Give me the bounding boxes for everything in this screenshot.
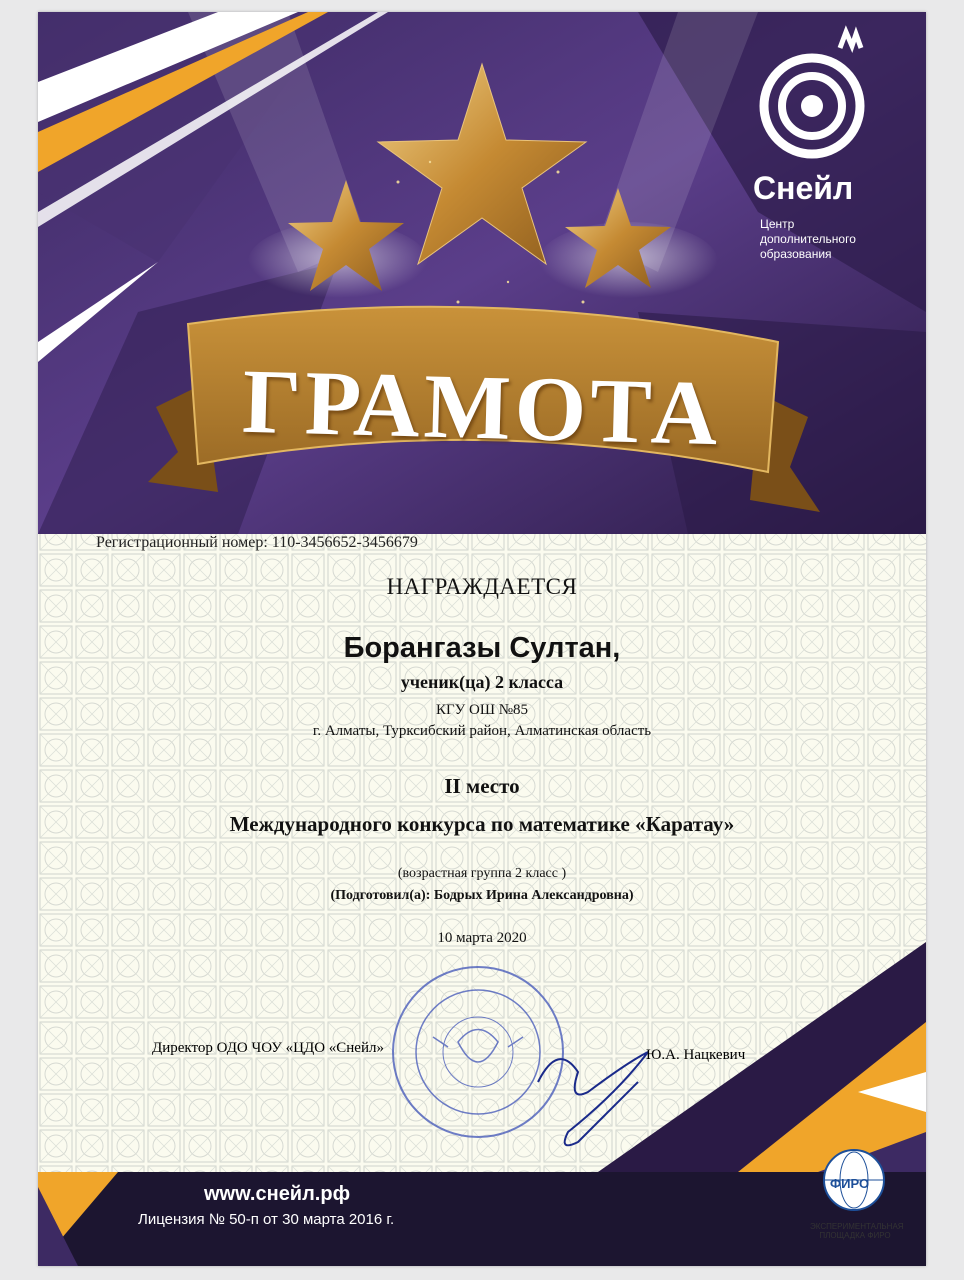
recipient-name: Борангазы Султан,	[343, 632, 621, 664]
partner-logo-text: ФИРО	[830, 1176, 870, 1191]
place: II место	[444, 774, 520, 798]
director-name: Ю.А. Нацкевич	[646, 1047, 746, 1063]
school-name: КГУ ОШ №85	[435, 702, 529, 718]
brand-name: Снейл	[753, 170, 854, 206]
recipient-class: ученик(ца) 2 класса	[400, 672, 564, 692]
footer-license: Лицензия № 50-п от 30 марта 2016 г.	[138, 1211, 395, 1228]
footer-url[interactable]: www.снейл.рф	[204, 1183, 351, 1205]
certificate-sheet	[38, 12, 926, 1266]
age-group: (возрастная группа 2 класс )	[397, 866, 567, 881]
certificate-title: ГРАМОТА	[241, 349, 723, 465]
director-title: Директор ОДО ЧОУ «ЦДО «Снейл»	[152, 1040, 384, 1056]
teacher-line: (Подготовил(а): Бодрых Ирина Александровна)	[330, 888, 634, 903]
city-line: г. Алматы, Турксибский район, Алматинская область	[312, 723, 652, 739]
award-date: 10 марта 2020	[437, 930, 527, 946]
partner-caption: ЭКСПЕРИМЕНТАЛЬНАЯ ПЛОЩАДКА ФИРО	[810, 1222, 904, 1240]
registration-number: Регистрационный номер: 110-3456652-3456679	[96, 534, 418, 551]
contest-name: Международного конкурса по математике «Каратау»	[229, 812, 735, 836]
awarded-heading: НАГРАЖДАЕТСЯ	[386, 574, 578, 599]
brand-subtitle: Центр дополнительного образования	[760, 217, 856, 261]
